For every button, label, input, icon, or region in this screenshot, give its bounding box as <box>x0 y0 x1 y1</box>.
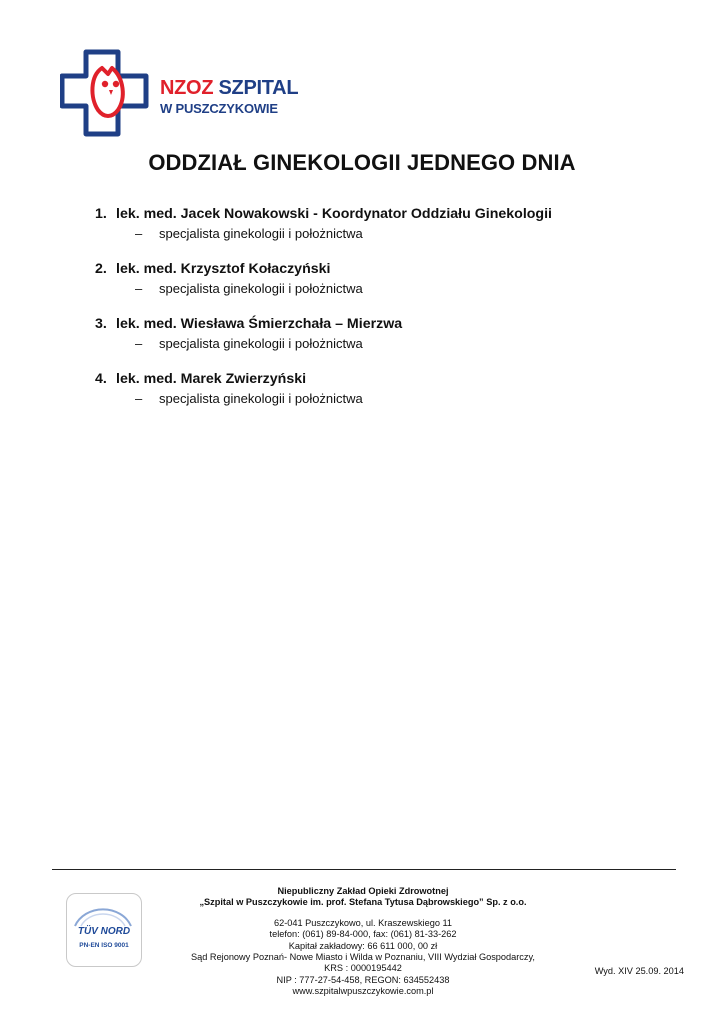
doctor-item <box>95 369 655 408</box>
doctor-name: lek. med. Marek Zwierzyński <box>116 371 307 387</box>
logo-wordmark <box>160 78 298 115</box>
footer-company-info <box>140 886 586 998</box>
doctor-item <box>95 204 655 243</box>
doctor-number: 4. <box>95 371 107 387</box>
certificate-standard: PN-EN ISO 9001 <box>79 942 129 949</box>
footer-website[interactable]: www.szpitalwpuszczykowie.com.pl <box>292 986 434 997</box>
footer-krs: KRS : 0000195442 <box>324 963 402 974</box>
medical-cross-icon <box>60 48 160 140</box>
footer-org-type: Niepubliczny Zakład Opieki Zdrowotnej <box>277 886 449 896</box>
logo-subtitle: W PUSZCZYKOWIE <box>160 101 278 116</box>
doctor-number: 3. <box>95 316 107 332</box>
doctor-name: lek. med. Krzysztof Kołaczyński <box>116 261 331 277</box>
footer-nip: NIP : 777-27-54-458, REGON: 634552438 <box>276 974 450 985</box>
dash-bullet: – <box>135 336 143 351</box>
certificate-arc-icon <box>67 896 140 928</box>
doctor-number: 2. <box>95 261 107 277</box>
doctor-specialty: specjalista ginekologii i położnictwa <box>159 336 363 351</box>
doctor-number: 1. <box>95 206 107 222</box>
iso-certificate-badge <box>66 893 142 967</box>
owl-eye-right <box>113 81 119 87</box>
footer-org-name: „Szpital w Puszczykowie im. prof. Stefana Tytusa Dąbrowskiego” Sp. z o.o. <box>199 897 527 908</box>
logo-nzoz: NZOZ <box>160 77 214 99</box>
doctor-item <box>95 259 655 298</box>
doctor-specialty: specjalista ginekologii i położnictwa <box>159 226 363 241</box>
dash-bullet: – <box>135 281 143 296</box>
dash-bullet: – <box>135 226 143 241</box>
doctor-item <box>95 314 655 353</box>
doctor-name: lek. med. Wiesława Śmierzchała – Mierzwa <box>116 316 403 332</box>
doctor-specialty: specjalista ginekologii i położnictwa <box>159 281 363 296</box>
footer-capital: Kapitał zakładowy: 66 611 000, 00 zł <box>288 940 438 951</box>
certificate-brand: TÜV NORD <box>77 926 131 937</box>
owl-eye-left <box>102 81 108 87</box>
logo-szpital: SZPITAL <box>218 77 299 99</box>
doctor-name: lek. med. Jacek Nowakowski - Koordynator Oddziału Ginekologii <box>116 206 552 222</box>
footer-address: 62-041 Puszczykowo, ul. Kraszewskiego 11 <box>273 917 453 928</box>
doctor-list <box>95 204 655 424</box>
hospital-logo <box>60 48 300 140</box>
dash-bullet: – <box>135 391 143 406</box>
footer-court: Sąd Rejonowy Poznań- Nowe Miasto i Wilda w Poznaniu, VIII Wydział Gospodarczy, <box>191 952 535 963</box>
edition-label: Wyd. XIV 25.09. 2014 <box>594 966 684 976</box>
page-title: ODDZIAŁ GINEKOLOGII JEDNEGO DNIA <box>148 150 576 175</box>
footer-divider <box>52 869 676 870</box>
footer-phone: telefon: (061) 89-84-000, fax: (061) 81-33-262 <box>269 929 457 940</box>
doctor-specialty: specjalista ginekologii i położnictwa <box>159 391 363 406</box>
